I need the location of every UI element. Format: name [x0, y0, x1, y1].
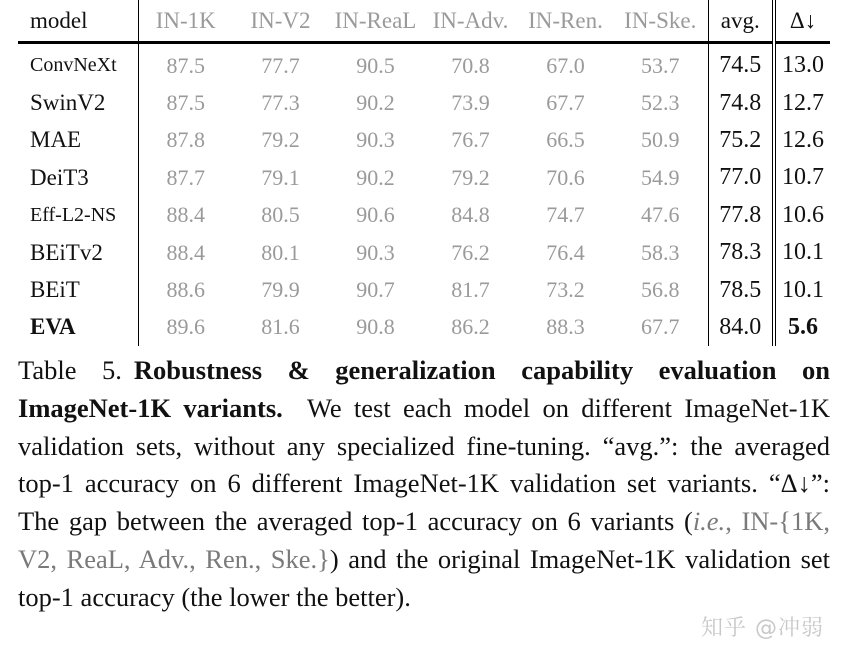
- delta-cell: 12.6: [774, 122, 830, 159]
- model-name-cell: Eff-L2-NS: [30, 203, 117, 226]
- variant-value-cell: 81.7: [451, 277, 490, 303]
- variant-value-cell: 88.6: [138, 271, 233, 308]
- avg-cell: 78.5: [708, 271, 774, 308]
- delta-cell: 10.1: [774, 234, 830, 271]
- table-caption: [18, 352, 830, 617]
- variant-value-cell: 90.5: [356, 52, 395, 78]
- variant-value-cell: 87.7: [138, 159, 233, 196]
- variant-value-cell: 58.3: [641, 239, 680, 265]
- variant-value-cell: 52.3: [641, 90, 680, 116]
- variant-value-cell: 50.9: [641, 127, 680, 153]
- model-name-cell: ConvNeXt: [30, 54, 117, 77]
- variant-value-cell: 70.8: [451, 52, 490, 78]
- variant-value-cell: 67.0: [546, 52, 585, 78]
- variant-value-cell: 89.6: [138, 309, 233, 346]
- table-row: [18, 309, 830, 346]
- table-row: [18, 271, 830, 308]
- caption-sentence-2: the averaged top-1 accuracy on 6 different ImageNet-1K validation set variants.: [18, 430, 831, 499]
- model-name-cell: SwinV2: [30, 90, 106, 116]
- caption-sentence-3a: The gap between the averaged top-1 accuracy on 6 variants (: [18, 506, 693, 537]
- variant-value-cell: 74.7: [546, 202, 585, 228]
- table-row: [18, 84, 830, 121]
- table-row: [18, 43, 830, 85]
- variant-value-cell: 70.6: [546, 164, 585, 190]
- variant-value-cell: 90.3: [356, 239, 395, 265]
- variant-value-cell: 86.2: [451, 314, 490, 340]
- table-body: [18, 43, 830, 347]
- variant-value-cell: 77.3: [261, 90, 300, 116]
- variant-value-cell: 88.4: [138, 197, 233, 234]
- variant-value-cell: 87.5: [138, 43, 233, 85]
- avg-cell: 77.8: [708, 197, 774, 234]
- variant-value-cell: 73.9: [451, 90, 490, 116]
- variant-value-cell: 80.1: [261, 239, 300, 265]
- variant-value-cell: 79.2: [451, 164, 490, 190]
- table-row: [18, 122, 830, 159]
- header-in-ren: IN-Ren.: [518, 0, 613, 43]
- caption-delta-quote: “Δ↓”:: [768, 468, 830, 499]
- variant-value-cell: 67.7: [546, 90, 585, 116]
- delta-cell: 10.6: [774, 197, 830, 234]
- variant-value-cell: 80.5: [261, 202, 300, 228]
- model-name-cell: DeiT3: [30, 164, 89, 190]
- model-name-cell: EVA: [30, 314, 76, 340]
- header-in-ske: IN-Ske.: [613, 0, 708, 43]
- caption-variants: , IN-{1K, V2, ReaL, Adv., Ren., Ske.}: [18, 506, 830, 574]
- variant-value-cell: 90.2: [356, 164, 395, 190]
- header-in-v2: IN-V2: [233, 0, 328, 43]
- variant-value-cell: 79.9: [261, 277, 300, 303]
- variant-value-cell: 79.1: [261, 164, 300, 190]
- results-table: [18, 0, 830, 346]
- model-name-cell: BEiT: [30, 277, 80, 303]
- variant-value-cell: 76.7: [451, 127, 490, 153]
- variant-value-cell: 76.4: [546, 239, 585, 265]
- header-model: model: [18, 0, 138, 43]
- variant-value-cell: 87.8: [138, 122, 233, 159]
- variant-value-cell: 79.2: [261, 127, 300, 153]
- variant-value-cell: 90.3: [356, 127, 395, 153]
- table-row: [18, 234, 830, 271]
- variant-value-cell: 66.5: [546, 127, 585, 153]
- caption-title: Robustness & generalization capability evaluation on ImageNet-1K variants.: [18, 355, 830, 423]
- delta-cell: 5.6: [774, 309, 830, 346]
- model-name-cell: BEiTv2: [30, 239, 103, 265]
- delta-cell: 12.7: [774, 84, 830, 121]
- delta-cell: 10.7: [774, 159, 830, 196]
- variant-value-cell: 67.7: [641, 314, 680, 340]
- caption-ie: i.e.: [692, 506, 726, 537]
- delta-cell: 10.1: [774, 271, 830, 308]
- variant-value-cell: 88.4: [138, 234, 233, 271]
- variant-value-cell: 88.3: [546, 314, 585, 340]
- header-in-real: IN-ReaL: [328, 0, 423, 43]
- variant-value-cell: 90.8: [356, 314, 395, 340]
- watermark: 知乎 @冲弱: [701, 616, 824, 641]
- variant-value-cell: 90.2: [356, 90, 395, 116]
- variant-value-cell: 81.6: [261, 314, 300, 340]
- variant-value-cell: 47.6: [641, 202, 680, 228]
- variant-value-cell: 77.7: [261, 52, 300, 78]
- caption-label: Table 5.: [18, 355, 122, 385]
- table-row: [18, 159, 830, 196]
- header-row: [18, 0, 830, 43]
- variant-value-cell: 90.6: [356, 202, 395, 228]
- header-in-adv: IN-Adv.: [423, 0, 518, 43]
- avg-cell: 77.0: [708, 159, 774, 196]
- avg-cell: 78.3: [708, 234, 774, 271]
- header-delta: Δ↓: [774, 0, 830, 43]
- caption-avg-quote: “avg.”:: [602, 430, 679, 461]
- variant-value-cell: 87.5: [138, 84, 233, 121]
- caption-sentence-1: We test each model on different ImageNet-1K validation sets, without any specialized fine-tuning.: [18, 392, 831, 461]
- avg-cell: 74.8: [708, 84, 774, 121]
- model-name-cell: MAE: [30, 127, 82, 153]
- variant-value-cell: 53.7: [641, 52, 680, 78]
- avg-cell: 74.5: [708, 43, 774, 85]
- delta-cell: 13.0: [774, 43, 830, 85]
- variant-value-cell: 73.2: [546, 277, 585, 303]
- header-avg: avg.: [708, 0, 774, 43]
- variant-value-cell: 54.9: [641, 164, 680, 190]
- variant-value-cell: 90.7: [356, 277, 395, 303]
- table-row: [18, 197, 830, 234]
- variant-value-cell: 76.2: [451, 239, 490, 265]
- variant-value-cell: 56.8: [641, 277, 680, 303]
- caption-sentence-3b: ) and the original ImageNet-1K validation set top-1 accuracy (the lower the better).: [18, 543, 831, 612]
- avg-cell: 84.0: [708, 309, 774, 346]
- avg-cell: 75.2: [708, 122, 774, 159]
- variant-value-cell: 84.8: [451, 202, 490, 228]
- header-in-1k: IN-1K: [138, 0, 233, 43]
- figure: [18, 0, 830, 346]
